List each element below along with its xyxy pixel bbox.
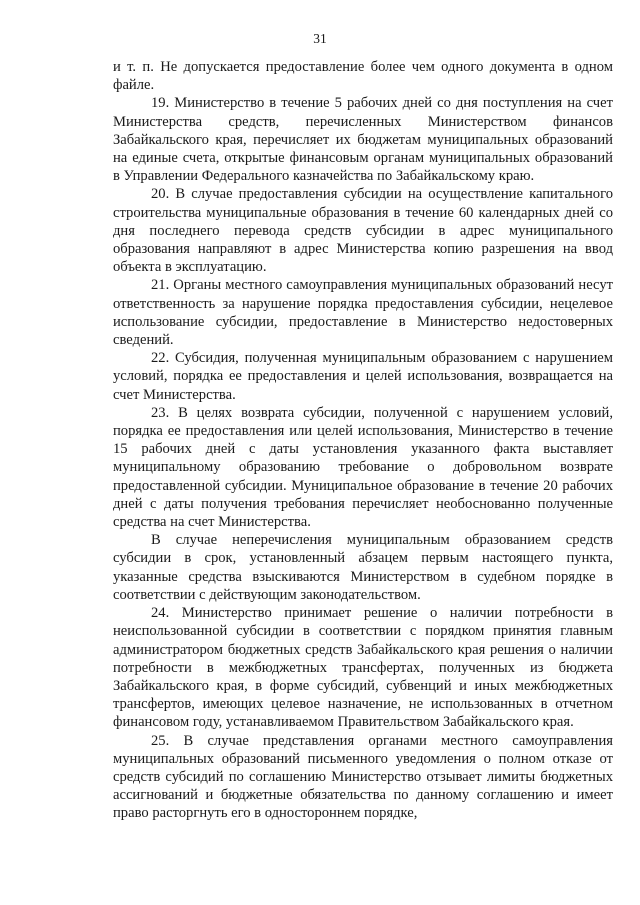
paragraph-23-second: В случае неперечисления муниципальным образованием средств субсидии в срок, установленный абзацем первым настоящего пункта, указанные средства взыскиваются Министерством в судебном порядке в соответствии с действующим законодательством.	[113, 532, 613, 603]
paragraph-22: 22. Субсидия, полученная муниципальным образованием с нарушением условий, порядка ее предоставления и целей использования, возвращается на счет Министерства.	[113, 350, 613, 403]
paragraph-continuation: и т. п. Не допускается предоставление более чем одного документа в одном файле.	[113, 59, 613, 94]
document-body	[113, 58, 613, 823]
paragraph-21: 21. Органы местного самоуправления муниципальных образований несут ответственность за нарушение порядка предоставления субсидии, нецелевое использование субсидии, предоставление в Министерство недостоверных сведений.	[113, 277, 613, 349]
paragraph-23: 23. В целях возврата субсидии, полученной с нарушением условий, порядка ее предоставления или целей использования, Министерство в течение 15 рабочих дней с даты установления указанного факта выставляет муниципальному образованию требование о добровольном возврате предоставленной субсидии. Муниципальное образование в течение 20 рабочих дней с даты получения требования перечисляет необоснованно полученные средства на счет Министерства.	[113, 404, 613, 531]
paragraph-19: 19. Министерство в течение 5 рабочих дней со дня поступления на счет Министерства средств, перечисленных Министерством финансов Забайкальского края, перечисляет их бюджетам муниципальных образований на единые счета, открытые финансовым органам муниципальных образований в Управлении Федерального казначейства по Забайкальскому краю.	[113, 95, 613, 185]
paragraph-24: 24. Министерство принимает решение о наличии потребности в неиспользованной субсидии в соответствии с порядком принятия главным администратором бюджетных средств Забайкальского края решения о наличии потребности в межбюджетных трансфертах, полученных из бюджета Забайкальского края, в форме субсидий, субвенций и иных межбюджетных трансфертов, имеющих целевое назначение, не использованных в отчетном финансовом году, устанавливаемом Правительством Забайкальского края.	[113, 605, 613, 731]
page-number: 31	[313, 31, 327, 46]
paragraph-25: 25. В случае представления органами местного самоуправления муниципальных образований письменного уведомления о полном отказе от средств субсидий по соглашению Министерство отзывает лимиты бюджетных ассигнований и бюджетные обязательства по данному соглашению и имеет право расторгнуть его в одностороннем порядке,	[113, 732, 613, 822]
paragraph-20: 20. В случае предоставления субсидии на осуществление капитального строительства муниципальные образования в течение 60 календарных дней со дня последнего перевода средств субсидии в адрес муниципального образования направляют в адрес Министерства копию разрешения на ввод объекта в эксплуатацию.	[113, 186, 613, 276]
